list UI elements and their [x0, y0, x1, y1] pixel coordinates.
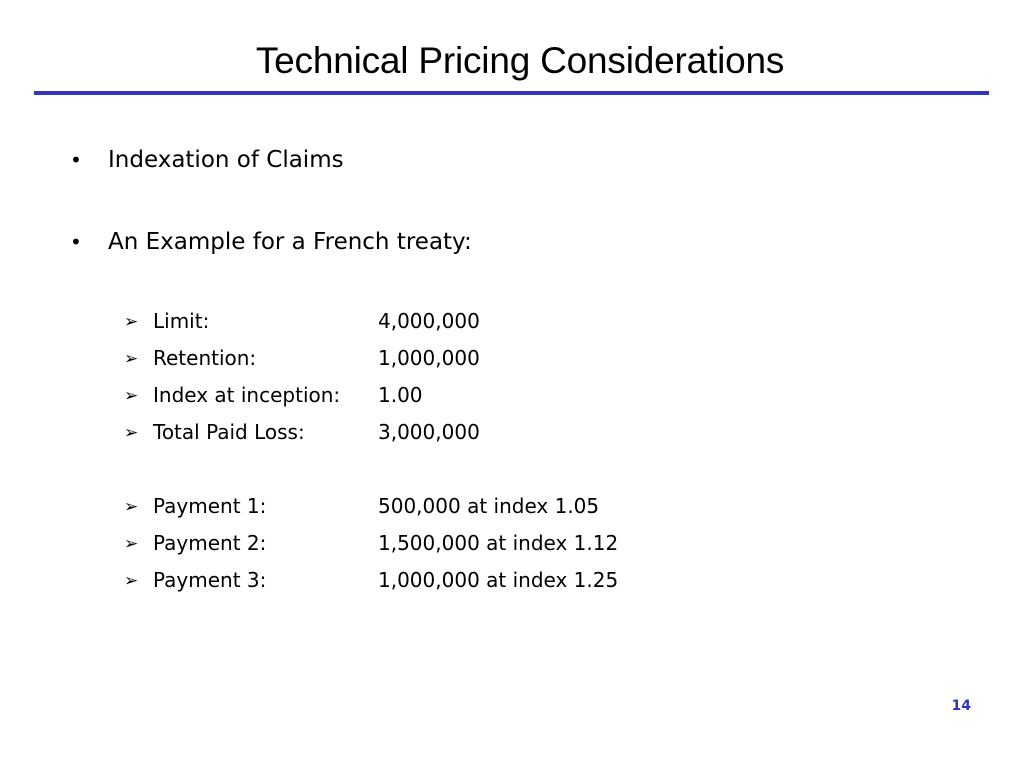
- term-label: Limit:: [153, 309, 210, 333]
- term-value: 4,000,000: [378, 309, 480, 333]
- arrow-bullet-icon: ➢: [124, 312, 139, 332]
- payment-label: Payment 1:: [153, 494, 267, 518]
- bullet-text: An Example for a French treaty:: [108, 229, 472, 255]
- arrow-bullet-icon: ➢: [124, 423, 139, 443]
- list-item-limit: [124, 303, 480, 340]
- payments-list: [124, 488, 618, 599]
- payment-label: Payment 3:: [153, 568, 267, 592]
- list-item-payment-1: [124, 488, 618, 525]
- term-label: Index at inception:: [153, 383, 341, 407]
- arrow-bullet-icon: ➢: [124, 349, 139, 369]
- bullet-text: Indexation of Claims: [108, 147, 344, 173]
- term-value: 3,000,000: [378, 420, 480, 444]
- arrow-bullet-icon: ➢: [124, 386, 139, 406]
- bullet-example: [70, 227, 472, 257]
- payment-value: 1,500,000 at index 1.12: [378, 531, 619, 555]
- treaty-terms-list: [124, 303, 480, 451]
- slide-title: Technical Pricing Considerations: [255, 40, 785, 81]
- arrow-bullet-icon: ➢: [124, 571, 139, 591]
- bullet-indexation: [70, 145, 344, 175]
- payment-value: 500,000 at index 1.05: [378, 494, 600, 518]
- term-value: 1,000,000: [378, 346, 480, 370]
- page-number: 14: [951, 698, 971, 714]
- term-value: 1.00: [378, 383, 423, 407]
- bullet-dot-icon: •: [70, 148, 82, 172]
- arrow-bullet-icon: ➢: [124, 497, 139, 517]
- term-label: Retention:: [153, 346, 257, 370]
- list-item-retention: [124, 340, 480, 377]
- bullet-dot-icon: •: [70, 230, 82, 254]
- list-item-index-at-inception: [124, 377, 480, 414]
- payment-value: 1,000,000 at index 1.25: [378, 568, 619, 592]
- title-divider: [34, 91, 989, 95]
- payment-label: Payment 2:: [153, 531, 267, 555]
- list-item-total-paid-loss: [124, 414, 480, 451]
- arrow-bullet-icon: ➢: [124, 534, 139, 554]
- list-item-payment-3: [124, 562, 618, 599]
- term-label: Total Paid Loss:: [153, 420, 305, 444]
- list-item-payment-2: [124, 525, 618, 562]
